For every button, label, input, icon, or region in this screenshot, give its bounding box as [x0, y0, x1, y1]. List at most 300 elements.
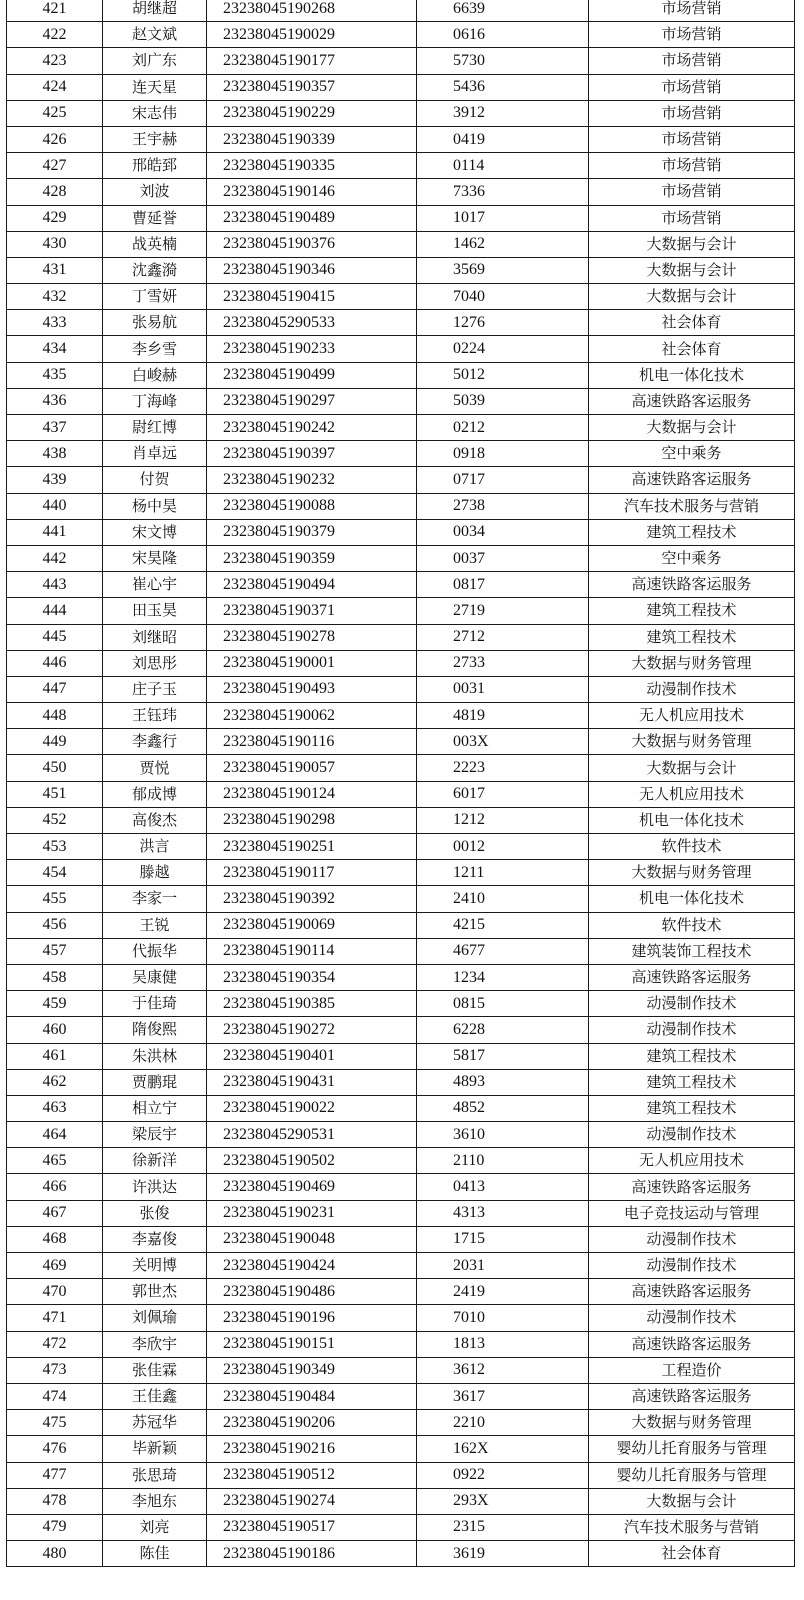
table-row [7, 938, 795, 964]
major-cell: 动漫制作技术 [589, 1305, 795, 1331]
table-row [7, 1148, 795, 1174]
student-name-cell: 邢皓郅 [103, 153, 207, 179]
student-name-cell: 胡继超 [103, 0, 207, 22]
id-last-four-cell: 0616 [417, 22, 589, 48]
student-name-cell: 张佳霖 [103, 1357, 207, 1383]
exam-number-cell: 23238045190335 [207, 153, 417, 179]
exam-number-cell: 23238045190216 [207, 1436, 417, 1462]
exam-number-cell: 23238045190424 [207, 1253, 417, 1279]
row-number-cell: 459 [7, 991, 103, 1017]
major-cell: 大数据与会计 [589, 257, 795, 283]
row-number-cell: 441 [7, 519, 103, 545]
row-number-cell: 478 [7, 1488, 103, 1514]
student-roster-table [6, 0, 795, 1567]
table-row [7, 0, 795, 22]
table-row [7, 729, 795, 755]
id-last-four-cell: 2031 [417, 1253, 589, 1279]
exam-number-cell: 23238045190499 [207, 362, 417, 388]
student-name-cell: 刘波 [103, 179, 207, 205]
id-last-four-cell: 2210 [417, 1410, 589, 1436]
major-cell: 建筑工程技术 [589, 1069, 795, 1095]
table-row [7, 860, 795, 886]
student-name-cell: 庄子玉 [103, 676, 207, 702]
table-row [7, 1069, 795, 1095]
major-cell: 高速铁路客运服务 [589, 1174, 795, 1200]
id-last-four-cell: 6017 [417, 781, 589, 807]
row-number-cell: 435 [7, 362, 103, 388]
table-row [7, 755, 795, 781]
exam-number-cell: 23238045190349 [207, 1357, 417, 1383]
table-row [7, 1253, 795, 1279]
student-name-cell: 丁雪妍 [103, 284, 207, 310]
id-last-four-cell: 0922 [417, 1462, 589, 1488]
id-last-four-cell: 1276 [417, 310, 589, 336]
table-row [7, 310, 795, 336]
id-last-four-cell: 2410 [417, 886, 589, 912]
exam-number-cell: 23238045190062 [207, 703, 417, 729]
table-row [7, 676, 795, 702]
exam-number-cell: 23238045190517 [207, 1514, 417, 1540]
major-cell: 建筑工程技术 [589, 624, 795, 650]
exam-number-cell: 23238045190359 [207, 545, 417, 571]
student-name-cell: 宋昊隆 [103, 545, 207, 571]
student-name-cell: 代振华 [103, 938, 207, 964]
table-row [7, 1017, 795, 1043]
student-name-cell: 陈佳 [103, 1541, 207, 1567]
major-cell: 大数据与财务管理 [589, 1410, 795, 1436]
student-name-cell: 王锐 [103, 912, 207, 938]
student-name-cell: 丁海峰 [103, 388, 207, 414]
id-last-four-cell: 5012 [417, 362, 589, 388]
major-cell: 建筑工程技术 [589, 1043, 795, 1069]
student-name-cell: 田玉昊 [103, 598, 207, 624]
major-cell: 无人机应用技术 [589, 781, 795, 807]
row-number-cell: 464 [7, 1122, 103, 1148]
major-cell: 动漫制作技术 [589, 676, 795, 702]
student-name-cell: 王钰玮 [103, 703, 207, 729]
major-cell: 大数据与会计 [589, 231, 795, 257]
id-last-four-cell: 4313 [417, 1200, 589, 1226]
major-cell: 高速铁路客运服务 [589, 572, 795, 598]
id-last-four-cell: 3912 [417, 100, 589, 126]
student-name-cell: 崔心宇 [103, 572, 207, 598]
student-name-cell: 相立宁 [103, 1095, 207, 1121]
table-row [7, 964, 795, 990]
exam-number-cell: 23238045190469 [207, 1174, 417, 1200]
exam-number-cell: 23238045190206 [207, 1410, 417, 1436]
major-cell: 空中乘务 [589, 545, 795, 571]
id-last-four-cell: 0037 [417, 545, 589, 571]
id-last-four-cell: 0012 [417, 834, 589, 860]
student-name-cell: 郁成博 [103, 781, 207, 807]
major-cell: 大数据与财务管理 [589, 729, 795, 755]
exam-number-cell: 23238045190392 [207, 886, 417, 912]
row-number-cell: 444 [7, 598, 103, 624]
table-row [7, 1279, 795, 1305]
row-number-cell: 466 [7, 1174, 103, 1200]
exam-number-cell: 23238045190484 [207, 1383, 417, 1409]
exam-number-cell: 23238045190022 [207, 1095, 417, 1121]
table-row [7, 231, 795, 257]
id-last-four-cell: 3612 [417, 1357, 589, 1383]
major-cell: 大数据与财务管理 [589, 650, 795, 676]
row-number-cell: 433 [7, 310, 103, 336]
id-last-four-cell: 0817 [417, 572, 589, 598]
id-last-four-cell: 2738 [417, 493, 589, 519]
exam-number-cell: 23238045190196 [207, 1305, 417, 1331]
major-cell: 大数据与财务管理 [589, 860, 795, 886]
major-cell: 动漫制作技术 [589, 1122, 795, 1148]
major-cell: 高速铁路客运服务 [589, 1331, 795, 1357]
student-name-cell: 连天星 [103, 74, 207, 100]
table-row [7, 336, 795, 362]
row-number-cell: 471 [7, 1305, 103, 1331]
major-cell: 婴幼儿托育服务与管理 [589, 1436, 795, 1462]
row-number-cell: 425 [7, 100, 103, 126]
exam-number-cell: 23238045190376 [207, 231, 417, 257]
exam-number-cell: 23238045190268 [207, 0, 417, 22]
id-last-four-cell: 3619 [417, 1541, 589, 1567]
table-row [7, 126, 795, 152]
student-name-cell: 于佳琦 [103, 991, 207, 1017]
table-row [7, 48, 795, 74]
row-number-cell: 467 [7, 1200, 103, 1226]
table-row [7, 74, 795, 100]
id-last-four-cell: 0815 [417, 991, 589, 1017]
table-row [7, 100, 795, 126]
exam-number-cell: 23238045190151 [207, 1331, 417, 1357]
exam-number-cell: 23238045190088 [207, 493, 417, 519]
major-cell: 高速铁路客运服务 [589, 467, 795, 493]
table-row [7, 650, 795, 676]
exam-number-cell: 23238045290531 [207, 1122, 417, 1148]
exam-number-cell: 23238045190029 [207, 22, 417, 48]
table-row [7, 179, 795, 205]
row-number-cell: 432 [7, 284, 103, 310]
id-last-four-cell: 0419 [417, 126, 589, 152]
exam-number-cell: 23238045190371 [207, 598, 417, 624]
row-number-cell: 454 [7, 860, 103, 886]
row-number-cell: 427 [7, 153, 103, 179]
table-row [7, 1122, 795, 1148]
roster-body [7, 0, 795, 1567]
row-number-cell: 475 [7, 1410, 103, 1436]
row-number-cell: 446 [7, 650, 103, 676]
major-cell: 大数据与会计 [589, 755, 795, 781]
exam-number-cell: 23238045190229 [207, 100, 417, 126]
exam-number-cell: 23238045190415 [207, 284, 417, 310]
major-cell: 市场营销 [589, 22, 795, 48]
student-name-cell: 曹延誉 [103, 205, 207, 231]
exam-number-cell: 23238045190431 [207, 1069, 417, 1095]
major-cell: 婴幼儿托育服务与管理 [589, 1462, 795, 1488]
table-row [7, 624, 795, 650]
id-last-four-cell: 5730 [417, 48, 589, 74]
id-last-four-cell: 0114 [417, 153, 589, 179]
student-name-cell: 刘佩瑜 [103, 1305, 207, 1331]
major-cell: 市场营销 [589, 74, 795, 100]
exam-number-cell: 23238045190048 [207, 1226, 417, 1252]
student-name-cell: 张俊 [103, 1200, 207, 1226]
student-name-cell: 李乡雪 [103, 336, 207, 362]
exam-number-cell: 23238045190057 [207, 755, 417, 781]
id-last-four-cell: 7010 [417, 1305, 589, 1331]
row-number-cell: 476 [7, 1436, 103, 1462]
student-name-cell: 吴康健 [103, 964, 207, 990]
id-last-four-cell: 0413 [417, 1174, 589, 1200]
table-row [7, 388, 795, 414]
major-cell: 大数据与会计 [589, 284, 795, 310]
row-number-cell: 451 [7, 781, 103, 807]
table-row [7, 1383, 795, 1409]
row-number-cell: 470 [7, 1279, 103, 1305]
exam-number-cell: 23238045190233 [207, 336, 417, 362]
student-name-cell: 高俊杰 [103, 807, 207, 833]
row-number-cell: 462 [7, 1069, 103, 1095]
id-last-four-cell: 7336 [417, 179, 589, 205]
student-name-cell: 李旭东 [103, 1488, 207, 1514]
id-last-four-cell: 6639 [417, 0, 589, 22]
id-last-four-cell: 003X [417, 729, 589, 755]
row-number-cell: 442 [7, 545, 103, 571]
major-cell: 市场营销 [589, 126, 795, 152]
table-row [7, 467, 795, 493]
exam-number-cell: 23238045190242 [207, 415, 417, 441]
row-number-cell: 469 [7, 1253, 103, 1279]
id-last-four-cell: 5039 [417, 388, 589, 414]
exam-number-cell: 23238045190493 [207, 676, 417, 702]
row-number-cell: 443 [7, 572, 103, 598]
major-cell: 空中乘务 [589, 441, 795, 467]
id-last-four-cell: 2110 [417, 1148, 589, 1174]
student-name-cell: 梁辰宇 [103, 1122, 207, 1148]
exam-number-cell: 23238045190502 [207, 1148, 417, 1174]
table-row [7, 205, 795, 231]
student-name-cell: 刘继昭 [103, 624, 207, 650]
major-cell: 市场营销 [589, 205, 795, 231]
student-name-cell: 贾悦 [103, 755, 207, 781]
row-number-cell: 424 [7, 74, 103, 100]
exam-number-cell: 23238045190379 [207, 519, 417, 545]
student-name-cell: 张易航 [103, 310, 207, 336]
major-cell: 市场营销 [589, 153, 795, 179]
table-row [7, 1305, 795, 1331]
student-name-cell: 苏冠华 [103, 1410, 207, 1436]
id-last-four-cell: 1017 [417, 205, 589, 231]
table-row [7, 1541, 795, 1567]
major-cell: 建筑工程技术 [589, 1095, 795, 1121]
id-last-four-cell: 5817 [417, 1043, 589, 1069]
table-row [7, 415, 795, 441]
student-name-cell: 张思琦 [103, 1462, 207, 1488]
table-row [7, 781, 795, 807]
major-cell: 社会体育 [589, 310, 795, 336]
id-last-four-cell: 1813 [417, 1331, 589, 1357]
id-last-four-cell: 0918 [417, 441, 589, 467]
major-cell: 机电一体化技术 [589, 886, 795, 912]
table-row [7, 598, 795, 624]
student-name-cell: 刘思彤 [103, 650, 207, 676]
table-row [7, 1200, 795, 1226]
exam-number-cell: 23238045190385 [207, 991, 417, 1017]
row-number-cell: 468 [7, 1226, 103, 1252]
row-number-cell: 445 [7, 624, 103, 650]
table-row [7, 441, 795, 467]
row-number-cell: 430 [7, 231, 103, 257]
exam-number-cell: 23238045190177 [207, 48, 417, 74]
exam-number-cell: 23238045190272 [207, 1017, 417, 1043]
id-last-four-cell: 4852 [417, 1095, 589, 1121]
row-number-cell: 429 [7, 205, 103, 231]
id-last-four-cell: 7040 [417, 284, 589, 310]
table-row [7, 493, 795, 519]
student-name-cell: 关明博 [103, 1253, 207, 1279]
student-name-cell: 赵文斌 [103, 22, 207, 48]
row-number-cell: 440 [7, 493, 103, 519]
major-cell: 市场营销 [589, 48, 795, 74]
student-name-cell: 刘广东 [103, 48, 207, 74]
major-cell: 动漫制作技术 [589, 1253, 795, 1279]
id-last-four-cell: 4215 [417, 912, 589, 938]
major-cell: 机电一体化技术 [589, 362, 795, 388]
row-number-cell: 434 [7, 336, 103, 362]
exam-number-cell: 23238045190494 [207, 572, 417, 598]
table-row [7, 886, 795, 912]
major-cell: 电子竞技运动与管理 [589, 1200, 795, 1226]
table-row [7, 519, 795, 545]
exam-number-cell: 23238045190486 [207, 1279, 417, 1305]
id-last-four-cell: 0224 [417, 336, 589, 362]
row-number-cell: 465 [7, 1148, 103, 1174]
id-last-four-cell: 293X [417, 1488, 589, 1514]
table-row [7, 1357, 795, 1383]
id-last-four-cell: 2712 [417, 624, 589, 650]
student-name-cell: 刘亮 [103, 1514, 207, 1540]
row-number-cell: 480 [7, 1541, 103, 1567]
table-row [7, 153, 795, 179]
table-row [7, 572, 795, 598]
exam-number-cell: 23238045290533 [207, 310, 417, 336]
exam-number-cell: 23238045190297 [207, 388, 417, 414]
major-cell: 市场营销 [589, 179, 795, 205]
table-row [7, 834, 795, 860]
id-last-four-cell: 5436 [417, 74, 589, 100]
id-last-four-cell: 1715 [417, 1226, 589, 1252]
table-row [7, 1410, 795, 1436]
major-cell: 市场营销 [589, 0, 795, 22]
student-name-cell: 王宇赫 [103, 126, 207, 152]
major-cell: 社会体育 [589, 336, 795, 362]
student-name-cell: 宋志伟 [103, 100, 207, 126]
row-number-cell: 450 [7, 755, 103, 781]
major-cell: 建筑装饰工程技术 [589, 938, 795, 964]
table-row [7, 1331, 795, 1357]
row-number-cell: 422 [7, 22, 103, 48]
id-last-four-cell: 1234 [417, 964, 589, 990]
id-last-four-cell: 4893 [417, 1069, 589, 1095]
id-last-four-cell: 3569 [417, 257, 589, 283]
row-number-cell: 458 [7, 964, 103, 990]
id-last-four-cell: 2223 [417, 755, 589, 781]
major-cell: 机电一体化技术 [589, 807, 795, 833]
major-cell: 大数据与会计 [589, 415, 795, 441]
major-cell: 市场营销 [589, 100, 795, 126]
student-name-cell: 洪言 [103, 834, 207, 860]
student-name-cell: 杨中昊 [103, 493, 207, 519]
major-cell: 动漫制作技术 [589, 991, 795, 1017]
major-cell: 工程造价 [589, 1357, 795, 1383]
row-number-cell: 449 [7, 729, 103, 755]
id-last-four-cell: 1211 [417, 860, 589, 886]
exam-number-cell: 23238045190401 [207, 1043, 417, 1069]
exam-number-cell: 23238045190146 [207, 179, 417, 205]
table-row [7, 1174, 795, 1200]
row-number-cell: 453 [7, 834, 103, 860]
id-last-four-cell: 0031 [417, 676, 589, 702]
id-last-four-cell: 4819 [417, 703, 589, 729]
exam-number-cell: 23238045190397 [207, 441, 417, 467]
exam-number-cell: 23238045190339 [207, 126, 417, 152]
row-number-cell: 428 [7, 179, 103, 205]
row-number-cell: 473 [7, 1357, 103, 1383]
exam-number-cell: 23238045190278 [207, 624, 417, 650]
exam-number-cell: 23238045190231 [207, 1200, 417, 1226]
student-name-cell: 宋文博 [103, 519, 207, 545]
student-name-cell: 李家一 [103, 886, 207, 912]
row-number-cell: 477 [7, 1462, 103, 1488]
table-row [7, 1462, 795, 1488]
exam-number-cell: 23238045190298 [207, 807, 417, 833]
row-number-cell: 452 [7, 807, 103, 833]
exam-number-cell: 23238045190069 [207, 912, 417, 938]
table-row [7, 1226, 795, 1252]
major-cell: 软件技术 [589, 912, 795, 938]
row-number-cell: 447 [7, 676, 103, 702]
exam-number-cell: 23238045190489 [207, 205, 417, 231]
major-cell: 高速铁路客运服务 [589, 964, 795, 990]
major-cell: 软件技术 [589, 834, 795, 860]
row-number-cell: 448 [7, 703, 103, 729]
student-name-cell: 毕新颖 [103, 1436, 207, 1462]
row-number-cell: 463 [7, 1095, 103, 1121]
major-cell: 无人机应用技术 [589, 1148, 795, 1174]
table-row [7, 912, 795, 938]
id-last-four-cell: 0034 [417, 519, 589, 545]
major-cell: 建筑工程技术 [589, 519, 795, 545]
table-row [7, 807, 795, 833]
table-row [7, 257, 795, 283]
exam-number-cell: 23238045190251 [207, 834, 417, 860]
exam-number-cell: 23238045190346 [207, 257, 417, 283]
student-name-cell: 朱洪林 [103, 1043, 207, 1069]
id-last-four-cell: 2719 [417, 598, 589, 624]
id-last-four-cell: 0212 [417, 415, 589, 441]
id-last-four-cell: 6228 [417, 1017, 589, 1043]
exam-number-cell: 23238045190512 [207, 1462, 417, 1488]
student-name-cell: 白峻赫 [103, 362, 207, 388]
exam-number-cell: 23238045190116 [207, 729, 417, 755]
exam-number-cell: 23238045190124 [207, 781, 417, 807]
table-row [7, 703, 795, 729]
row-number-cell: 431 [7, 257, 103, 283]
table-row [7, 1043, 795, 1069]
exam-number-cell: 23238045190232 [207, 467, 417, 493]
major-cell: 高速铁路客运服务 [589, 1279, 795, 1305]
student-name-cell: 战英楠 [103, 231, 207, 257]
student-name-cell: 李鑫行 [103, 729, 207, 755]
student-name-cell: 付贺 [103, 467, 207, 493]
row-number-cell: 421 [7, 0, 103, 22]
